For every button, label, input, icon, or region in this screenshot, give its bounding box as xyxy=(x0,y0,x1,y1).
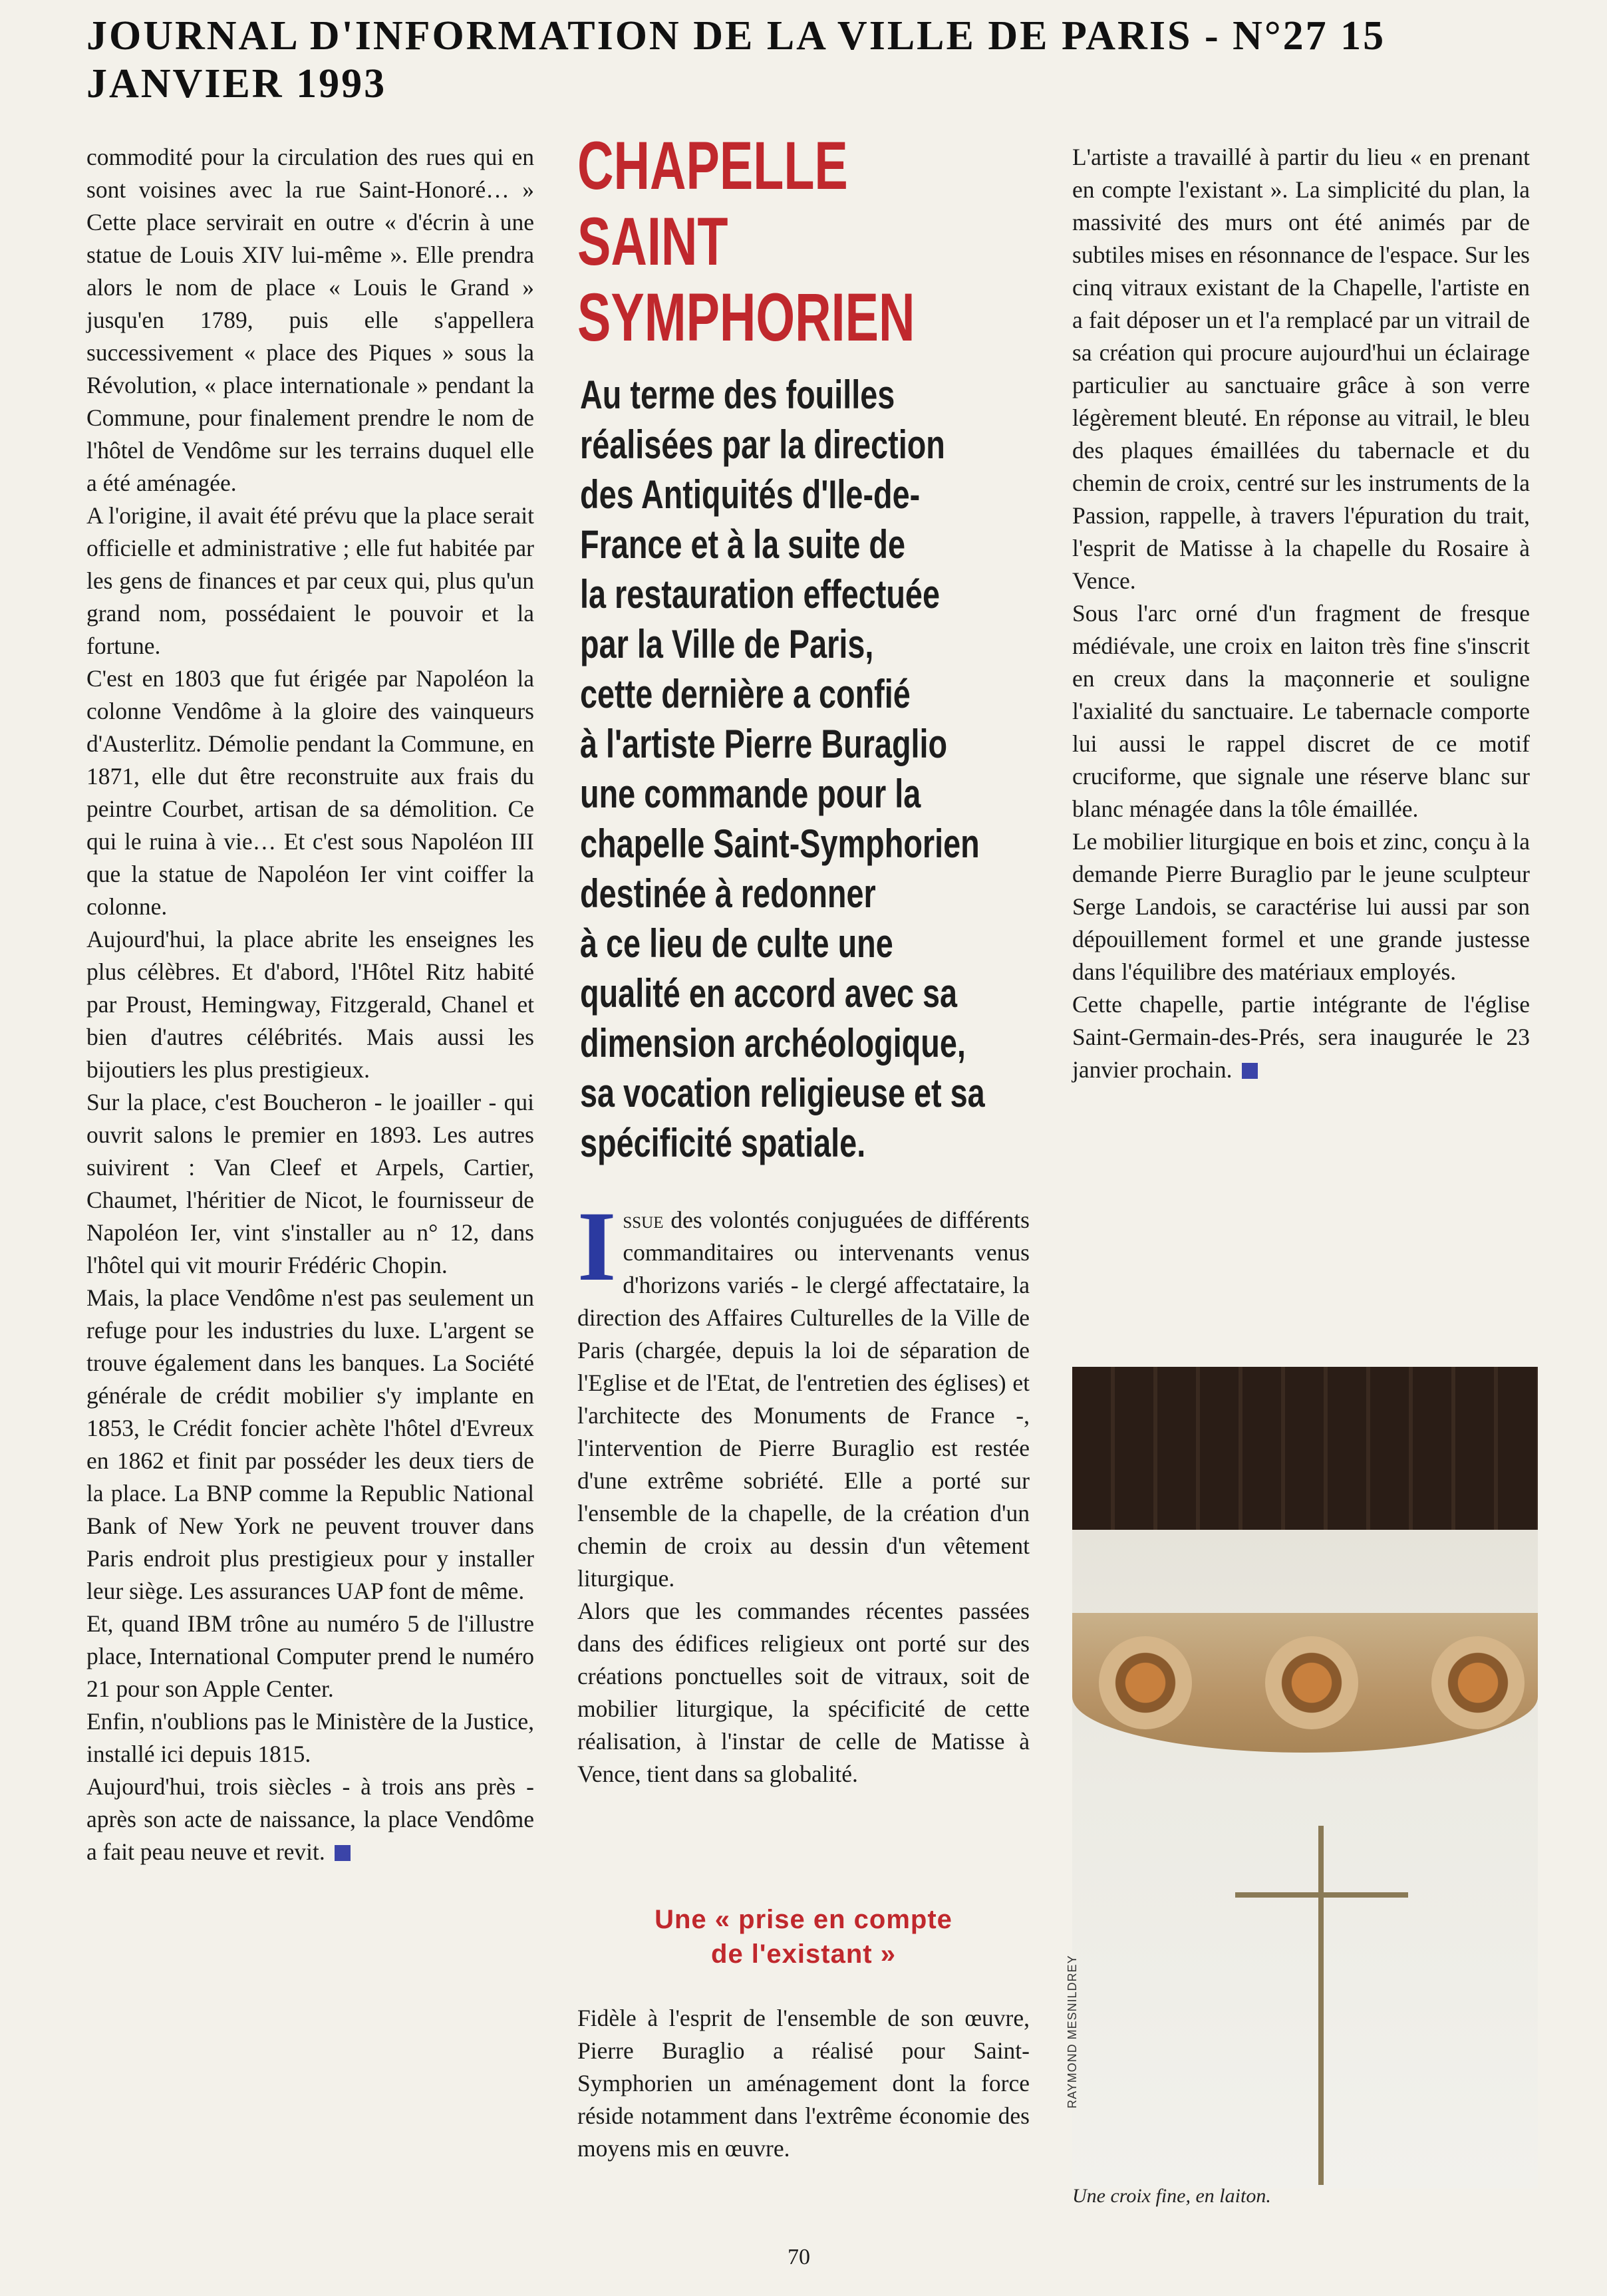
paragraph-text: des volontés conjuguées de différents commanditaires ou intervenants venus d'horizons variés - le clergé affectataire, la direction des Affaires Culturelles de la Ville de Paris (chargée, depuis la loi de séparation de l'Eglise et de l'Etat, de l'entretien des églises) et l'architecte des Monuments de France -, l'intervention de Pierre Buraglio est restée d'une extrême sobriété. Elle a porté sur l'ensemble de la chapelle, de la création d'un chemin de croix au dessin d'un vêtement liturgique. xyxy=(577,1207,1030,1592)
title-line: SAINT xyxy=(577,204,728,279)
lead-line: des Antiquités d'Ile-de- xyxy=(580,472,921,517)
lead-line: France et à la suite de xyxy=(580,522,906,567)
column-right xyxy=(1072,141,1530,1086)
article-lead xyxy=(580,370,1032,1168)
lead-line: par la Ville de Paris, xyxy=(580,622,874,666)
article-title xyxy=(577,128,915,355)
end-mark-square xyxy=(335,1845,351,1861)
paragraph: commodité pour la circulation des rues qui en sont voisines avec la rue Saint-Honoré… » Cette place servirait en outre « d'écrin à une statue de Louis XIV lui-même ». Elle prendra alors le nom de place « Louis le Grand » jusqu'en 1789, puis elle s'appellera successivement « place des Piques » sous la Révolution, « place internationale » pendant la Commune, pour finalement prendre le nom de l'hôtel de Vendôme sur les terrains duquel elle a été aménagée. xyxy=(86,144,534,496)
header-line-1: JOURNAL D'INFORMATION DE LA VILLE DE PARIS - N°27 15 xyxy=(86,13,1386,59)
lead-line: sa vocation religieuse et sa xyxy=(580,1071,985,1115)
paragraph-text: Aujourd'hui, trois siècles - à trois ans près - après son acte de naissance, la place Vendôme a fait peau neuve et revit. xyxy=(86,1773,534,1865)
end-mark-square xyxy=(1242,1063,1258,1079)
page-number: 70 xyxy=(788,2245,810,2269)
article-body-continued xyxy=(577,2002,1030,2165)
wooden-ceiling xyxy=(1072,1367,1538,1530)
angel-figure-icon xyxy=(1099,1636,1192,1729)
title-line: SYMPHORIEN xyxy=(577,279,915,355)
paragraph xyxy=(1072,988,1530,1086)
lead-line: dimension archéologique, xyxy=(580,1021,966,1066)
brass-cross-vertical xyxy=(1318,1826,1324,2185)
lead-line: réalisées par la direction xyxy=(580,422,945,467)
journal-header xyxy=(86,12,1536,108)
paragraph: Alors que les commandes récentes passées dans des édifices religieux ont porté sur des créations ponctuelles soit de vitraux, soit de mobilier liturgique, la spécificité de cette réalisation, à l'instar de celle de Matisse à Vence, tient dans sa globalité. xyxy=(577,1598,1030,1787)
drop-cap: I xyxy=(577,1191,617,1302)
title-line: CHAPELLE xyxy=(577,128,848,204)
paragraph: L'artiste a travaillé à partir du lieu « en prenant en compte l'existant ». La simplicité du plan, la massivité des murs ont été animés par de subtiles mises en résonnance de l'espace. Sur les cinq vitraux existant de la Chapelle, l'artiste en a fait déposer un et l'a remplacé par un vitrail de sa création qui procure aujourd'hui un éclairage particulier au sanctuaire grâce à son verre légèrement bleuté. En réponse au vitrail, le bleu des plaques émaillées du tabernacle et du chemin de croix, centré sur les instruments de la Passion, rappelle, à travers l'épuration du trait, l'esprit de Matisse à la chapelle du Rosaire à Vence. xyxy=(1072,144,1530,594)
lead-line: spécificité spatiale. xyxy=(580,1121,866,1165)
paragraph: A l'origine, il avait été prévu que la place serait officielle et administrative ; elle fut habitée par les gens de finances et par ceux qui, plus qu'un grand nom, possédaient le pouvoir et la fortune. xyxy=(86,502,534,659)
paragraph-text: Cette chapelle, partie intégrante de l'église Saint-Germain-des-Prés, sera inaugurée le 23 janvier prochain. xyxy=(1072,991,1530,1083)
subhead-line: de l'existant » xyxy=(711,1939,896,1969)
paragraph: Le mobilier liturgique en bois et zinc, conçu à la demande Pierre Buraglio par le jeune sculpteur Serge Landois, se caractérise lui aussi par son dépouillement formel et une grande justesse dans l'équilibre des matériaux employés. xyxy=(1072,828,1530,985)
photo-credit: RAYMOND MESNILDREY xyxy=(1066,1955,1079,2108)
lead-line: à ce lieu de culte une xyxy=(580,921,893,966)
lead-line: une commande pour la xyxy=(580,772,921,816)
lead-line: destinée à redonner xyxy=(580,871,876,916)
eagle-figure-icon xyxy=(1431,1636,1525,1729)
column-left xyxy=(86,141,534,1868)
brass-cross-horizontal xyxy=(1235,1892,1408,1898)
lead-line: Au terme des fouilles xyxy=(580,372,895,417)
header-line-2: JANVIER 1993 xyxy=(86,61,387,106)
lead-line: qualité en accord avec sa xyxy=(580,971,958,1016)
photo-caption: Une croix fine, en laiton. xyxy=(1072,2185,1271,2207)
paragraph xyxy=(577,1191,1030,1595)
paragraph: Sous l'arc orné d'un fragment de fresque médiévale, une croix en laiton très fine s'inscrit en creux dans la maçonnerie et souligne l'axialité du sanctuaire. Le tabernacle comporte lui aussi le rappel discret de ce motif cruciforme, que signale une réserve blanc sur blanc ménagée dans la tôle émaillée. xyxy=(1072,600,1530,822)
paragraph: Enfin, n'oublions pas le Ministère de la Justice, installé ici depuis 1815. xyxy=(86,1708,534,1767)
article-subhead xyxy=(577,1902,1030,1971)
lead-line: la restauration effectuée xyxy=(580,572,940,617)
christ-figure-icon xyxy=(1265,1636,1358,1729)
subhead-line: Une « prise en compte xyxy=(655,1905,952,1934)
paragraph: Mais, la place Vendôme n'est pas seulement un refuge pour les industries du luxe. L'argent se trouve également dans les banques. La Société générale de crédit mobilier s'y implante en 1853, le Crédit foncier achète l'hôtel d'Evreux en 1862 et finit par posséder les deux tiers de la place. La BNP comme la Republic National Bank of New York ne peuvent trouver dans Paris endroit plus prestigieux pour y installer leur siège. Les assurances UAP font de même. xyxy=(86,1284,534,1604)
article-body xyxy=(577,1191,1030,1791)
lead-in: ssue xyxy=(623,1207,664,1233)
lead-line: chapelle Saint-Symphorien xyxy=(580,821,980,866)
lead-line: cette dernière a confié xyxy=(580,672,911,716)
paragraph: Fidèle à l'esprit de l'ensemble de son œuvre, Pierre Buraglio a réalisé pour Saint-Symphorien un aménagement dont la force réside notamment dans l'extrême économie des moyens mis en œuvre. xyxy=(577,2005,1030,2162)
lead-line: à l'artiste Pierre Buraglio xyxy=(580,722,948,766)
chapel-photo xyxy=(1072,1367,1538,2188)
paragraph: C'est en 1803 que fut érigée par Napoléon la colonne Vendôme à la gloire des vainqueurs d'Austerlitz. Démolie pendant la Commune, en 1871, elle dut être reconstruite aux frais du peintre Courbet, artisan de sa démolition. Ce qui le ruina à vie… Et c'est sous Napoléon III que la statue de Napoléon Ier vint coiffer la colonne. xyxy=(86,665,534,920)
paragraph: Sur la place, c'est Boucheron - le joailler - qui ouvrit salons le premier en 1893. Les autres suivirent : Van Cleef et Arpels, Cartier, Chaumet, l'héritier de Nicot, le fournisseur de Napoléon Ier, vint s'installer au n° 12, dans l'hôtel qui vit mourir Frédéric Chopin. xyxy=(86,1089,534,1278)
paragraph xyxy=(86,1771,534,1868)
paragraph: Aujourd'hui, la place abrite les enseignes les plus célèbres. Et d'abord, l'Hôtel Ritz habité par Proust, Hemingway, Fitzgerald, Chanel et bien d'autres célébrités. Mais aussi les bijoutiers les plus prestigieux. xyxy=(86,926,534,1083)
paragraph: Et, quand IBM trône au numéro 5 de l'illustre place, International Computer prend le numéro 21 pour son Apple Center. xyxy=(86,1610,534,1702)
